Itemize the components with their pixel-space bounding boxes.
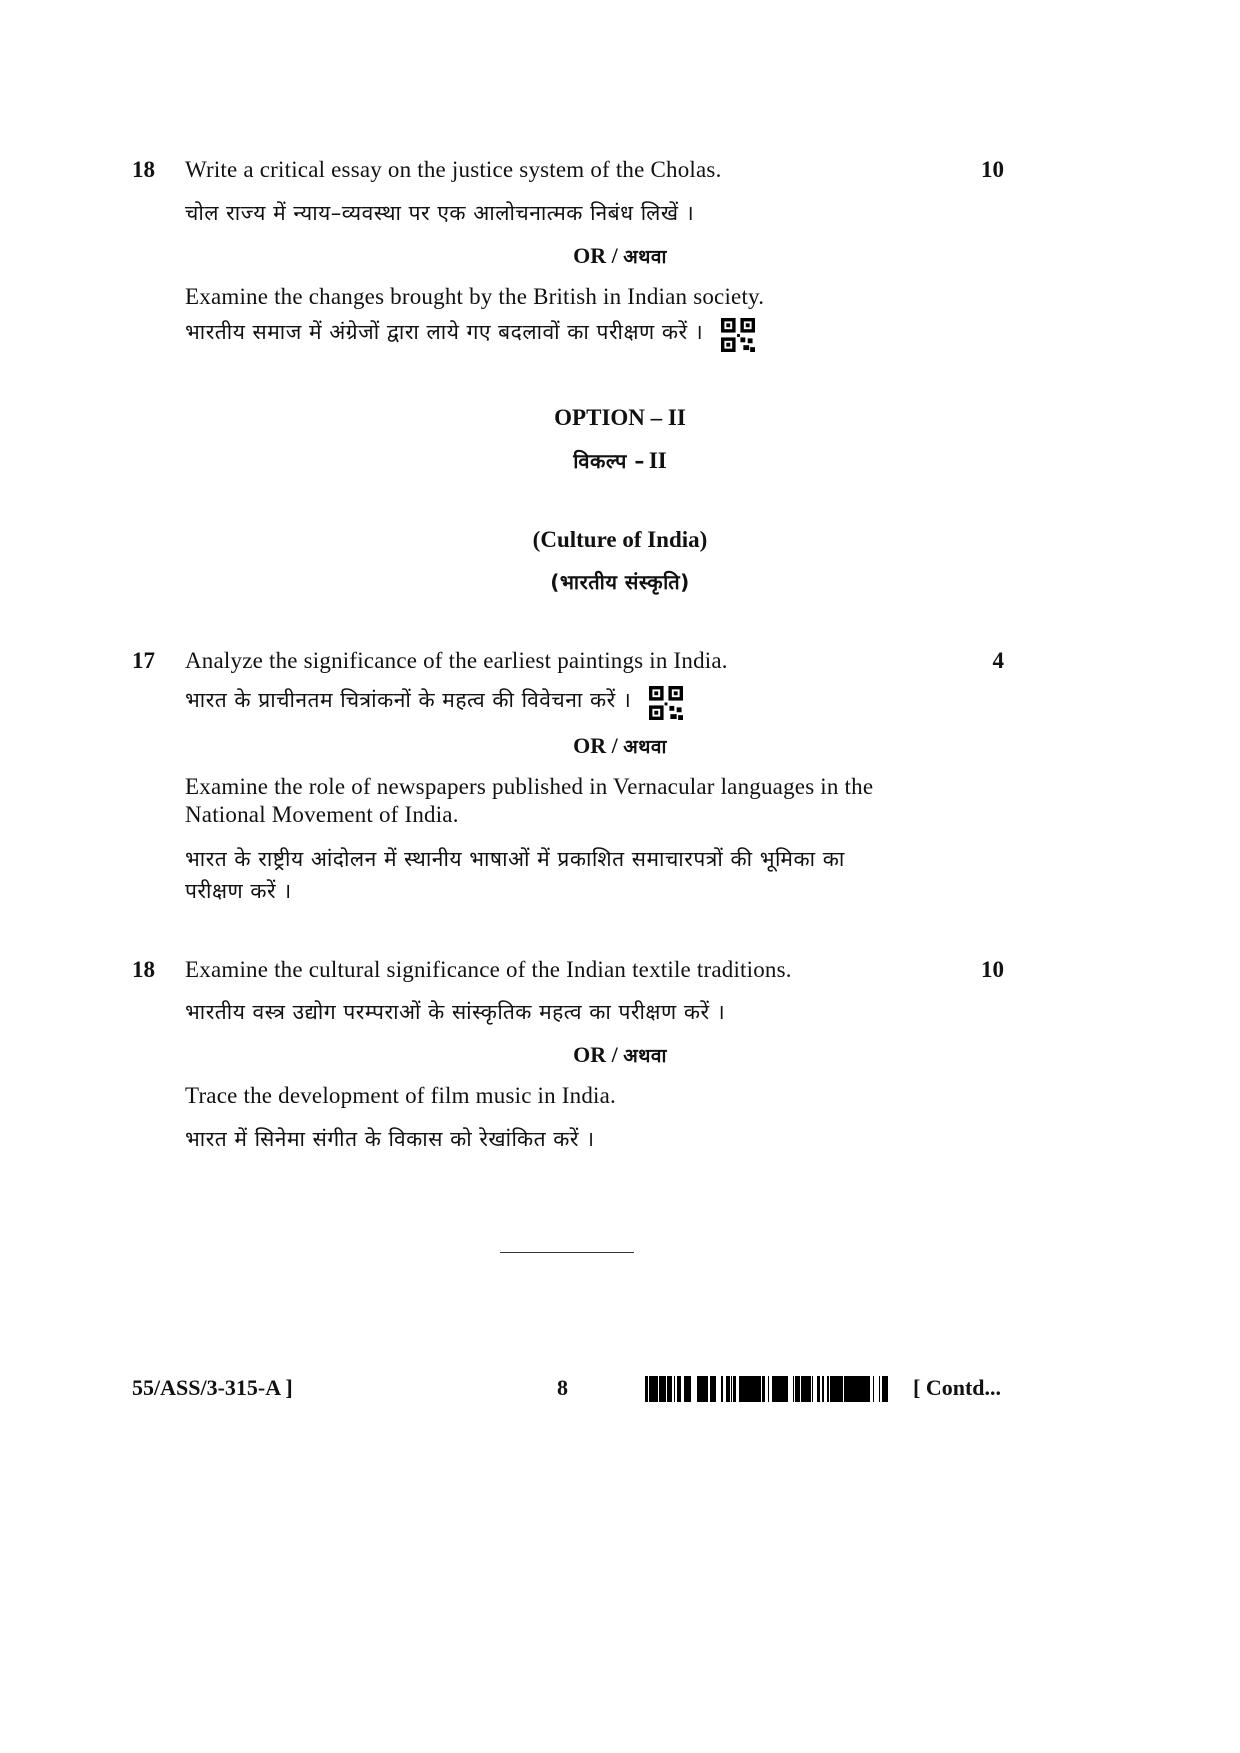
alternative-text-hi-line2: परीक्षण करें । (185, 879, 292, 903)
subject-title: (Culture of India) (532, 527, 708, 552)
question-text-hi: चोल राज्य में न्याय–व्यवस्था पर एक आलोचनात्मक निबंध लिखें । (185, 201, 695, 225)
question-text-en: Examine the cultural significance of the Indian textile traditions. (185, 957, 792, 982)
question-number: 18 (132, 157, 155, 182)
alternative-text-en: Trace the development of film music in India. (185, 1083, 616, 1108)
alternative-text-en-line1: Examine the role of newspapers published in Vernacular languages in the (185, 774, 874, 799)
question-number: 18 (132, 957, 155, 982)
alternative-text-hi: भारतीय समाज में अंग्रेजों द्वारा लाये गए बदलावों का परीक्षण करें । (185, 320, 704, 344)
alternative-line-hi (185, 318, 755, 352)
question-text-en: Analyze the significance of the earliest paintings in India. (185, 648, 728, 673)
or-separator: OR / अथवा (573, 733, 667, 758)
alternative-text-en-line2: National Movement of India. (185, 802, 459, 827)
alternative-text-hi: भारत में सिनेमा संगीत के विकास को रेखांकित करें । (185, 1127, 595, 1151)
option-title: OPTION – II (554, 405, 686, 430)
question-line-hi (185, 686, 683, 720)
qr-code-icon (721, 318, 755, 352)
page-number: 8 (557, 1375, 568, 1400)
paper-code: 55/ASS/3-315-A ] (132, 1375, 293, 1400)
continued-label: [ Contd... (913, 1375, 1002, 1400)
question-marks: 10 (981, 957, 1004, 982)
qr-code-icon (649, 686, 683, 720)
subject-title-hi: (भारतीय संस्कृति) (550, 570, 690, 594)
question-text-hi: भारत के प्राचीनतम चित्रांकनों के महत्व की विवेचना करें । (185, 688, 632, 712)
barcode-icon (645, 1376, 888, 1404)
alternative-text-en: Examine the changes brought by the British in Indian society. (185, 284, 765, 309)
option-title-hi: विकल्प – II (573, 448, 667, 473)
or-separator: OR / अथवा (573, 1042, 667, 1067)
question-text-hi: भारतीय वस्त्र उद्योग परम्पराओं के सांस्कृतिक महत्व का परीक्षण करें । (185, 1000, 726, 1024)
question-marks: 4 (992, 648, 1004, 673)
question-number: 17 (132, 648, 155, 673)
question-marks: 10 (981, 157, 1004, 182)
end-divider (500, 1252, 634, 1253)
question-text-en: Write a critical essay on the justice system of the Cholas. (185, 157, 722, 182)
alternative-text-hi-line1: भारत के राष्ट्रीय आंदोलन में स्थानीय भाषाओं में प्रकाशित समाचारपत्रों की भूमिका का (185, 847, 845, 871)
or-separator: OR / अथवा (573, 243, 667, 268)
